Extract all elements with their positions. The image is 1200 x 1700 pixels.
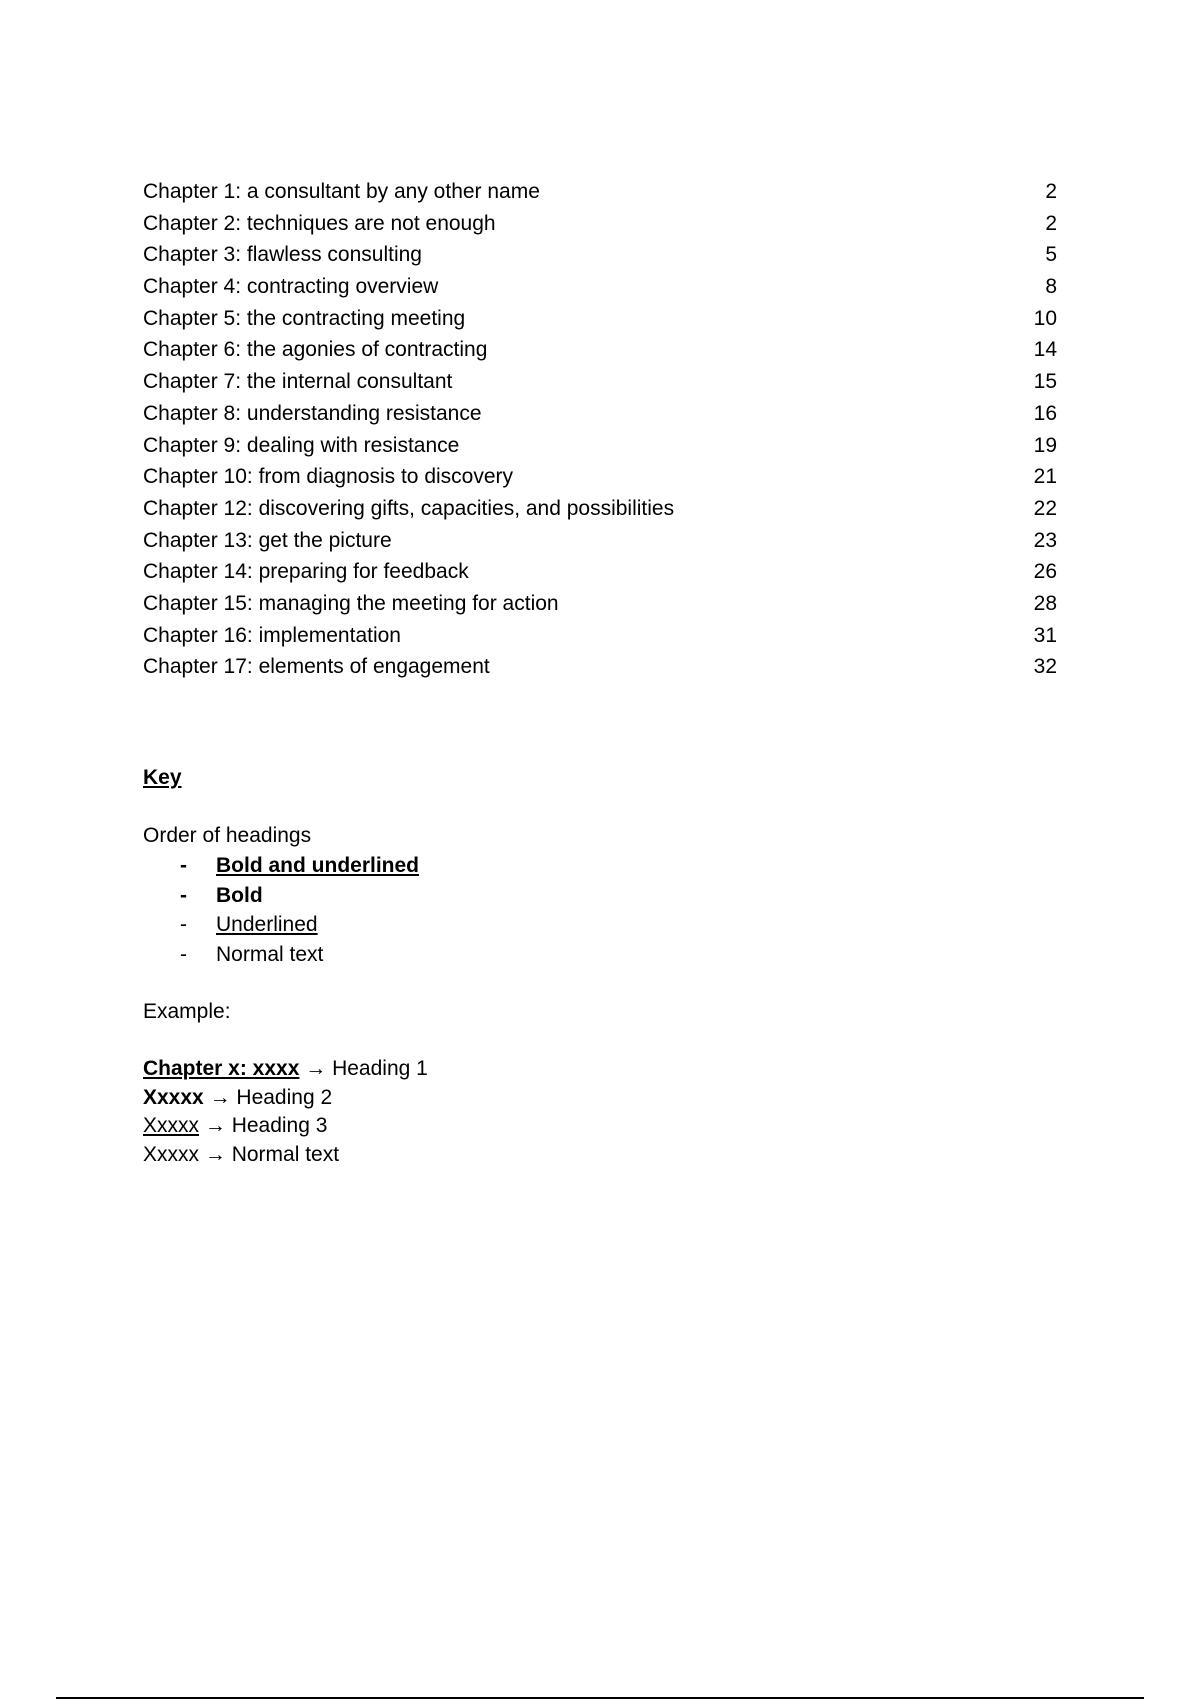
toc-entry-title: Chapter 4: contracting overview xyxy=(143,275,439,299)
order-of-headings-label: Order of headings xyxy=(143,824,312,847)
toc-entry-page: 32 xyxy=(1033,655,1057,679)
example-label-text: Heading 3 xyxy=(231,1114,328,1137)
arrow-glyph: → xyxy=(299,1057,333,1080)
arrow-glyph: → xyxy=(199,1114,232,1137)
toc-entry-page: 22 xyxy=(1033,496,1057,520)
toc-entry-title: Chapter 5: the contracting meeting xyxy=(143,306,466,330)
toc-entry-page: 16 xyxy=(1033,401,1057,425)
example-label-text: Heading 1 xyxy=(332,1057,428,1080)
example-label-text: Normal text xyxy=(231,1142,340,1166)
example-row xyxy=(143,1112,843,1141)
example-sample: Xxxxx xyxy=(143,1085,204,1109)
toc-row[interactable] xyxy=(143,525,1057,557)
toc-row[interactable] xyxy=(143,461,1057,493)
toc-row[interactable] xyxy=(143,556,1057,588)
toc-entry-page: 5 xyxy=(1045,243,1057,267)
toc-entry-title: Chapter 1: a consultant by any other name xyxy=(143,180,540,203)
example-row xyxy=(143,1084,843,1113)
toc-row[interactable] xyxy=(143,334,1057,366)
list-item-text: Bold and underlined xyxy=(216,854,419,877)
toc-entry-title: Chapter 12: discovering gifts, capacities, and possibilities xyxy=(143,496,675,520)
toc-entry-title: Chapter 9: dealing with resistance xyxy=(143,433,460,457)
toc-entry-title: Chapter 2: techniques are not enough xyxy=(143,211,496,235)
example-sample: Xxxxx xyxy=(143,1114,200,1137)
toc-entry-title: Chapter 14: preparing for feedback xyxy=(143,560,469,584)
toc-entry-page: 28 xyxy=(1033,591,1057,615)
toc-row[interactable] xyxy=(143,271,1057,303)
list-dash: - xyxy=(180,854,187,877)
toc-entry-page: 31 xyxy=(1033,623,1057,647)
toc-entry-title: Chapter 17: elements of engagement xyxy=(143,655,490,679)
list-item-text: Normal text xyxy=(216,942,324,966)
list-item xyxy=(143,881,843,911)
toc-entry-title: Chapter 13: get the picture xyxy=(143,528,392,552)
toc-entry-title: Chapter 8: understanding resistance xyxy=(143,401,482,425)
toc-entry-title: Chapter 16: implementation xyxy=(143,623,401,647)
toc-row[interactable] xyxy=(143,366,1057,398)
toc-entry-title: Chapter 3: flawless consulting xyxy=(143,243,422,267)
example-label: Example: xyxy=(143,1000,231,1023)
example-list xyxy=(143,1055,843,1169)
example-row xyxy=(143,1055,843,1084)
list-dash: - xyxy=(180,942,187,966)
toc-entry-page: 23 xyxy=(1033,528,1057,552)
table-of-contents xyxy=(143,176,1057,683)
toc-entry-title: Chapter 15: managing the meeting for action xyxy=(143,591,559,615)
toc-entry-page: 19 xyxy=(1033,433,1057,457)
example-sample: Chapter x: xxxx xyxy=(143,1057,300,1080)
toc-entry-page: 10 xyxy=(1033,306,1057,330)
toc-entry-title: Chapter 7: the internal consultant xyxy=(143,370,453,394)
toc-entry-page: 2 xyxy=(1045,180,1057,203)
order-of-headings-list xyxy=(143,851,843,969)
toc-entry-page: 2 xyxy=(1045,211,1057,235)
toc-entry-page: 8 xyxy=(1045,275,1057,299)
toc-entry-title: Chapter 6: the agonies of contracting xyxy=(143,338,488,362)
list-item xyxy=(143,910,843,940)
toc-row[interactable] xyxy=(143,208,1057,240)
toc-row[interactable] xyxy=(143,651,1057,683)
toc-entry-title: Chapter 10: from diagnosis to discovery xyxy=(143,465,514,489)
example-sample: Xxxxx xyxy=(143,1142,200,1166)
list-dash: - xyxy=(180,913,187,936)
toc-row[interactable] xyxy=(143,176,1057,208)
key-section xyxy=(143,763,843,1169)
list-item xyxy=(143,851,843,881)
toc-entry-page: 26 xyxy=(1033,560,1057,584)
toc-entry-page: 21 xyxy=(1033,465,1057,489)
toc-row[interactable] xyxy=(143,620,1057,652)
toc-entry-page: 14 xyxy=(1033,338,1057,362)
list-item-text: Underlined xyxy=(216,913,318,936)
arrow-glyph: → xyxy=(203,1085,237,1109)
example-row xyxy=(143,1141,843,1170)
list-item xyxy=(143,940,843,970)
toc-row[interactable] xyxy=(143,430,1057,462)
list-dash: - xyxy=(180,883,187,907)
list-item-text: Bold xyxy=(216,883,263,907)
toc-row[interactable] xyxy=(143,493,1057,525)
footer-divider xyxy=(56,1697,1144,1699)
arrow-glyph: → xyxy=(199,1142,232,1166)
key-heading: Key xyxy=(143,766,182,789)
toc-row[interactable] xyxy=(143,398,1057,430)
toc-row[interactable] xyxy=(143,303,1057,335)
example-label-text: Heading 2 xyxy=(236,1085,333,1109)
toc-row[interactable] xyxy=(143,588,1057,620)
toc-entry-page: 15 xyxy=(1033,370,1057,394)
toc-row[interactable] xyxy=(143,239,1057,271)
